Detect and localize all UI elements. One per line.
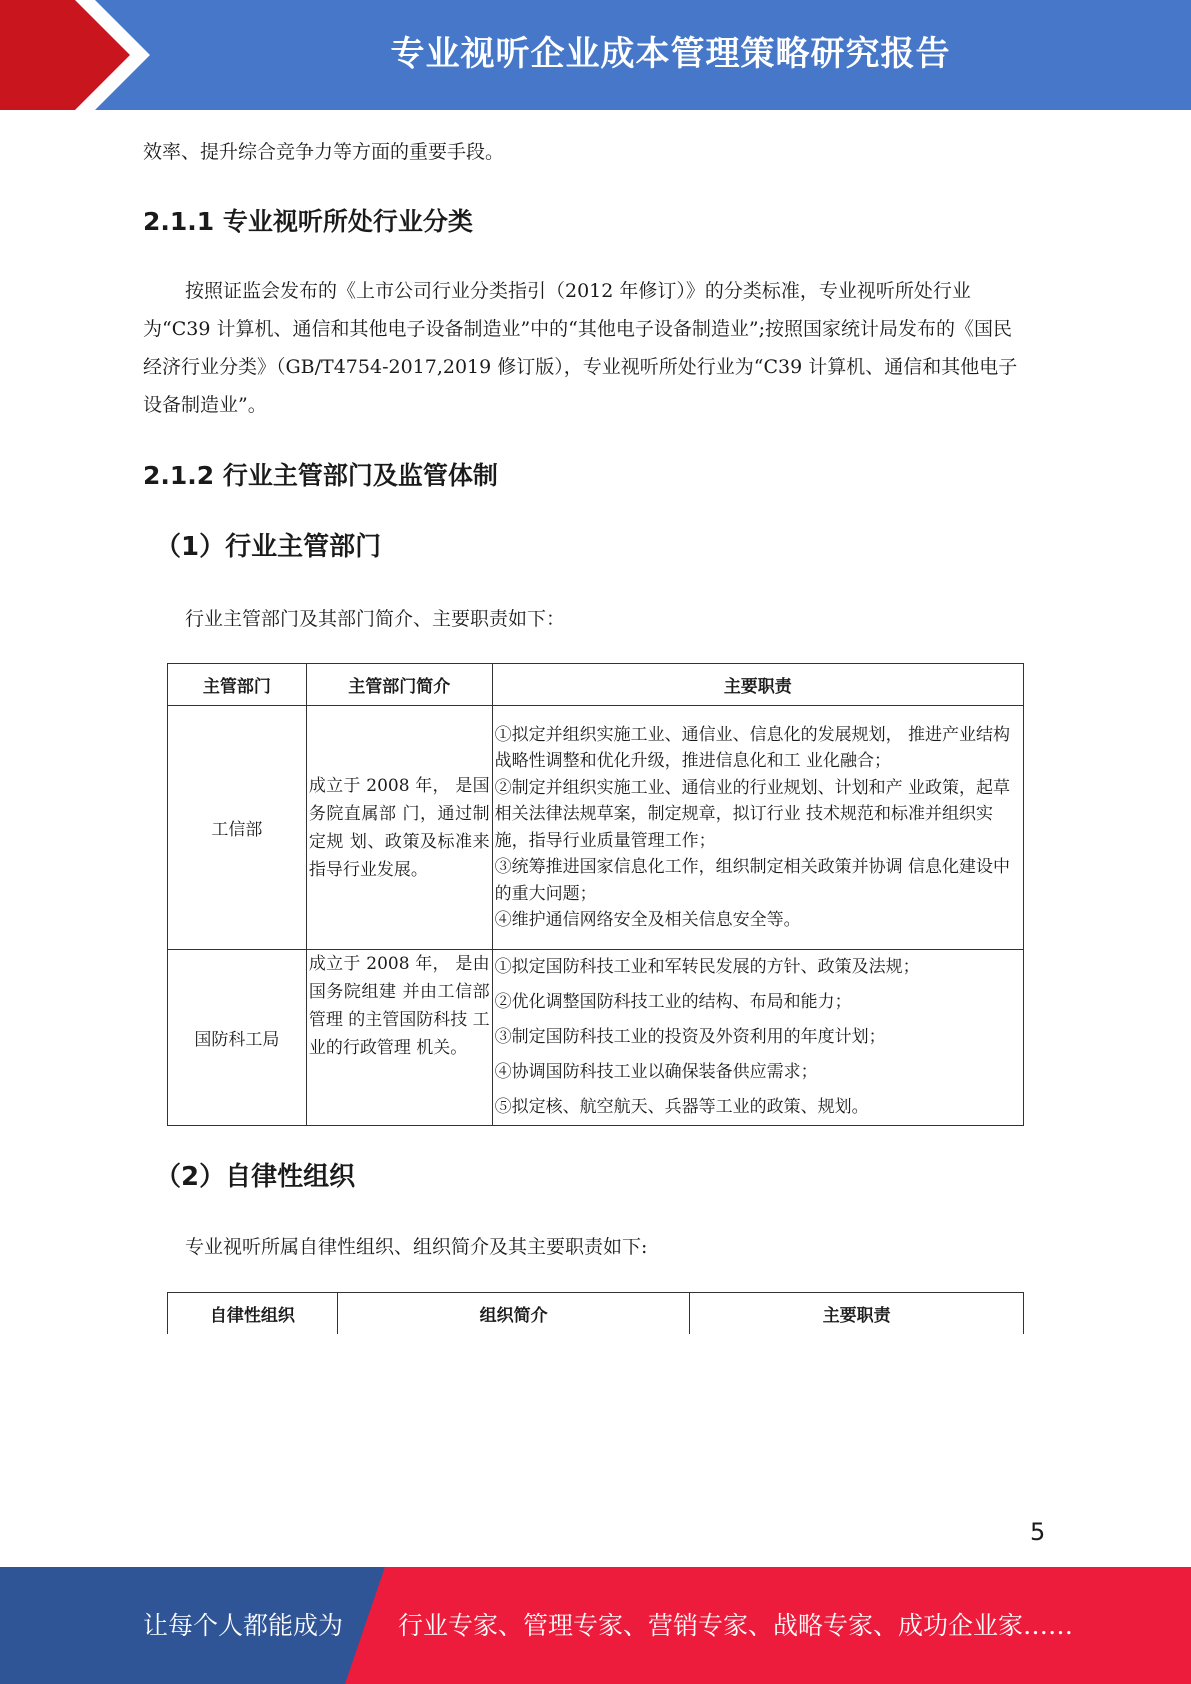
table-header-cell: 主管部门简介 [306,664,492,706]
table-header-cell: 主要职责 [492,664,1023,706]
duty-item: ①拟定国防科技工业和军转民发展的方针、政策及法规； [494,957,920,977]
table-header-row [168,1293,1024,1335]
table-header-cell: 主要职责 [690,1293,1024,1335]
footer-banner [0,1567,1191,1684]
table-header-cell: 组织简介 [337,1293,690,1335]
section-heading-2-1-2: 2.1.2 行业主管部门及监管体制 [143,461,498,490]
duty-item: ②优化调整国防科技工业的结构、布局和能力； [494,992,852,1012]
section-2-1-1-paragraph: 按照证监会发布的《上市公司行业分类指引（2012 年修订）》的分类标准，专业视听所处行业为“C39 计算机、通信和其他电子设备制造业”中的“其他电子设备制造业”;按照国家统计局发布的《国民经济行业分类》（GB/T4754-2017,2019 修订版），专业视听所处行业为“C39 计算机、通信和其他电子设备制造业”。 [143,280,1018,416]
page-number: 5 [1030,1518,1046,1546]
duty-item: ①拟定并组织实施工业、通信业、信息化的发展规划， 推进产业结构战略性调整和优化升级，推进信息化和工 业化融合； [494,724,1011,771]
duty-item: ③制定国防科技工业的投资及外资利用的年度计划； [494,1027,886,1047]
table-header-cell: 自律性组织 [168,1293,338,1335]
subsection-2-lead: 专业视听所属自律性组织、组织简介及其主要职责如下: [185,1236,648,1258]
table-row [168,950,1024,1126]
subsection-heading-2: （2）自律性组织 [155,1162,356,1192]
dept-name: 国防科工局 [168,950,307,1126]
report-title: 专业视听企业成本管理策略研究报告 [390,34,951,74]
dept-name: 工信部 [168,706,307,950]
intro-line: 效率、提升综合竞争力等方面的重要手段。 [143,141,505,163]
table-header-row [168,664,1024,706]
dept-duties [492,950,1023,1126]
section-heading-2-1-1: 2.1.1 专业视听所处行业分类 [143,207,473,236]
departments-table [167,663,1024,1126]
header-banner [0,0,1191,110]
dept-intro: 成立于 2008 年， 是国务院直属部 门，通过制定规 划、政策及标准来 指导行业发展。 [306,706,492,950]
subsection-1-lead: 行业主管部门及其部门简介、主要职责如下： [185,608,566,630]
duty-item: ④维护通信网络安全及相关信息安全等。 [494,910,801,930]
self-regulatory-table [167,1292,1024,1334]
subsection-heading-1: （1）行业主管部门 [155,532,382,562]
dept-intro: 成立于 2008 年， 是由国务院组建 并由工信部管理 的主管国防科技 工业的行政管理 机关。 [306,950,492,1126]
duty-item: ②制定并组织实施工业、通信业的行业规划、计划和产 业政策，起草相关法律法规草案，制定规章，拟订行业 技术规范和标准并组织实施，指导行业质量管理工作； [494,777,1011,851]
table-row [168,706,1024,950]
table-header-cell: 主管部门 [168,664,307,706]
duty-item: ④协调国防科技工业以确保装备供应需求； [494,1062,818,1082]
footer-slogan-right: 行业专家、管理专家、营销专家、战略专家、成功企业家…… [398,1611,1074,1640]
duty-item: ③统筹推进国家信息化工作，组织制定相关政策并协调 信息化建设中的重大问题； [494,857,1011,904]
duty-item: ⑤拟定核、航空航天、兵器等工业的政策、规划。 [494,1097,869,1117]
footer-slogan-left: 让每个人都能成为 [143,1611,344,1640]
dept-duties [492,706,1023,950]
